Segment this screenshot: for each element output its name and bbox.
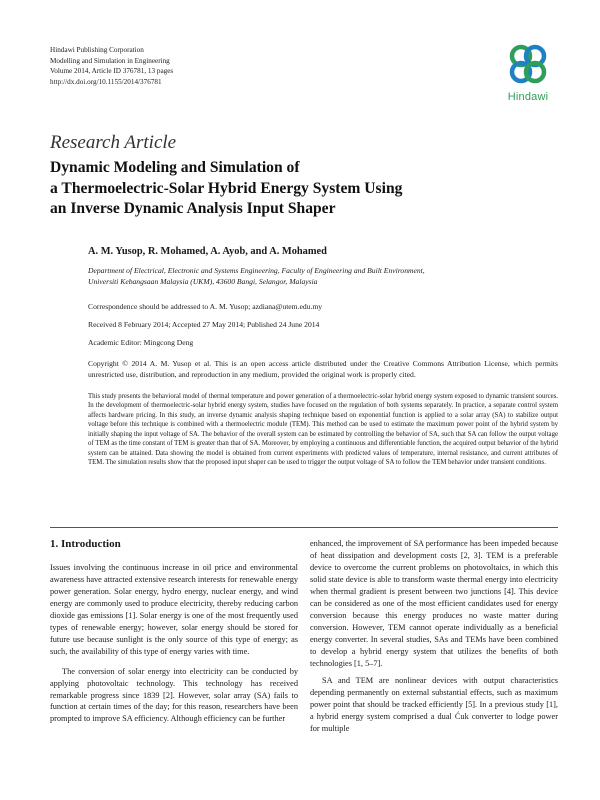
hindawi-logo-icon: [498, 42, 558, 90]
author-list: A. M. Yusop, R. Mohamed, A. Ayob, and A. Mohamed: [88, 246, 327, 257]
title-line: an Inverse Dynamic Analysis Input Shaper: [50, 200, 336, 217]
affiliation-line: Universiti Kebangsaan Malaysia (UKM), 43600 Bangi, Selangor, Malaysia: [88, 277, 318, 286]
hindawi-logo[interactable]: [498, 42, 558, 104]
dates: Received 8 February 2014; Accepted 27 May 2014; Published 24 June 2014: [88, 320, 320, 329]
paragraph: The conversion of solar energy into electricity can be conducted by applying photovoltaic technology. This technology has received remarkable progress since 1839 [2]. However, solar array (SA) fails to function at certain times of the day; for this reason, researchers have been prompted to improve SA efficiency. Although efficiency can be further: [50, 666, 298, 724]
title-line: a Thermoelectric-Solar Hybrid Energy System Using: [50, 179, 403, 197]
right-column: [310, 538, 558, 735]
journal-name: Modelling and Simulation in Engineering: [50, 56, 170, 65]
abstract: This study presents the behavioral model of thermal temperature and power generation of a thermoelectric-solar hybrid energy system exposed to dynamic transient sources. In the development of thermoelectric-solar hybrid energy system, studies have focused on the regulation of both systems separately. In practice, a separate control system affects hardware pricing. In this study, an inverse dynamic analysis shaping technique based on exponential function is applied to a solar array (SA) to stabilize output voltage before this technique is combined with a thermoelectric module (TEM). This method can be used to estimate the maximum power point of the hybrid system by initially shaping the input voltage of SA. The behavior of the overall system can be estimated by controlling the behavior of SA, such that SA can follow the output voltage of TEM as the time constant of TEM is greater than that of SA. Moreover, by employing a continuous and differentiable function, the acquired output behavior of the hybrid system can be attained. Data showing the model is obtained from current experiments with predicted values of temperature, internal resistance, and current attributes of TEM. The simulation results show that the proposed input shaper can be used to trigger the output voltage of SA to follow the TEM behavior under transient conditions.: [88, 393, 558, 467]
section-heading: 1. Introduction: [50, 538, 121, 550]
correspondence: Correspondence should be addressed to A. M. Yusop; azdiana@utem.edu.my: [88, 302, 323, 311]
publisher-name: Hindawi Publishing Corporation: [50, 46, 144, 54]
publication-info: [50, 45, 173, 87]
doi-link[interactable]: http://dx.doi.org/10.1155/2014/376781: [50, 77, 162, 86]
left-column: [50, 562, 298, 725]
copyright-notice: Copyright © 2014 A. M. Yusop et al. This is an open access article distributed under the Creative Commons Attribution License, which permits unrestricted use, distribution, and reproduction in any medium, provided the original work is properly cited.: [88, 359, 558, 379]
volume-info: Volume 2014, Article ID 376781, 13 pages: [50, 67, 174, 75]
academic-editor: Academic Editor: Mingcong Deng: [88, 338, 194, 347]
paragraph: enhanced, the improvement of SA performance has been impeded because of heat dissipation and development costs [2, 3]. TEM is a preferable device to overcome the current problems on photovoltaics, in which this solid state device is able to transform waste thermal energy into electricity when thermal gradient is present between two junctions [4]. This device can be considered as one of the most efficient candidates used for energy conversion because this energy produces no waste matter during conversion. However, TEM cannot operate individually as a beneficial energy converter. In several studies, SAs and TEMs have been combined to develop a hybrid energy system that utilizes the benefits of both technologies [1, 5–7].: [310, 539, 558, 668]
article-title: [50, 158, 402, 220]
paragraph: SA and TEM are nonlinear devices with output characteristics depending permanently on external substantial effects, such as maximum power point that should be tracked efficiently [5]. In a previous study [1], a hybrid energy system comprised a dual Ćuk converter to lodge power for multiple: [310, 676, 558, 734]
title-line: Dynamic Modeling and Simulation of: [50, 159, 300, 176]
article-type: Research Article: [50, 132, 177, 153]
hindawi-logo-text: Hindawi: [507, 91, 549, 103]
paragraph: Issues involving the continuous increase in oil price and environmental awareness have attracted extensive research interests for renewable energy power generation. Solar energy, hydro energy, nuclear energy, and wind energy are commonly used to produce electricity, thereby reducing carbon dioxide gas emissions [1]. Solar energy is one of the most frequently used types of renewable energy; however, solar energy should be stored for future use because sunlight is the only source of this type of energy; as such, the availability of this type of energy varies with time.: [50, 563, 298, 656]
affiliation-line: Department of Electrical, Electronic and Systems Engineering, Faculty of Engineering and Built Environment,: [88, 266, 425, 275]
section-divider: [50, 527, 558, 528]
affiliation: [88, 265, 425, 287]
